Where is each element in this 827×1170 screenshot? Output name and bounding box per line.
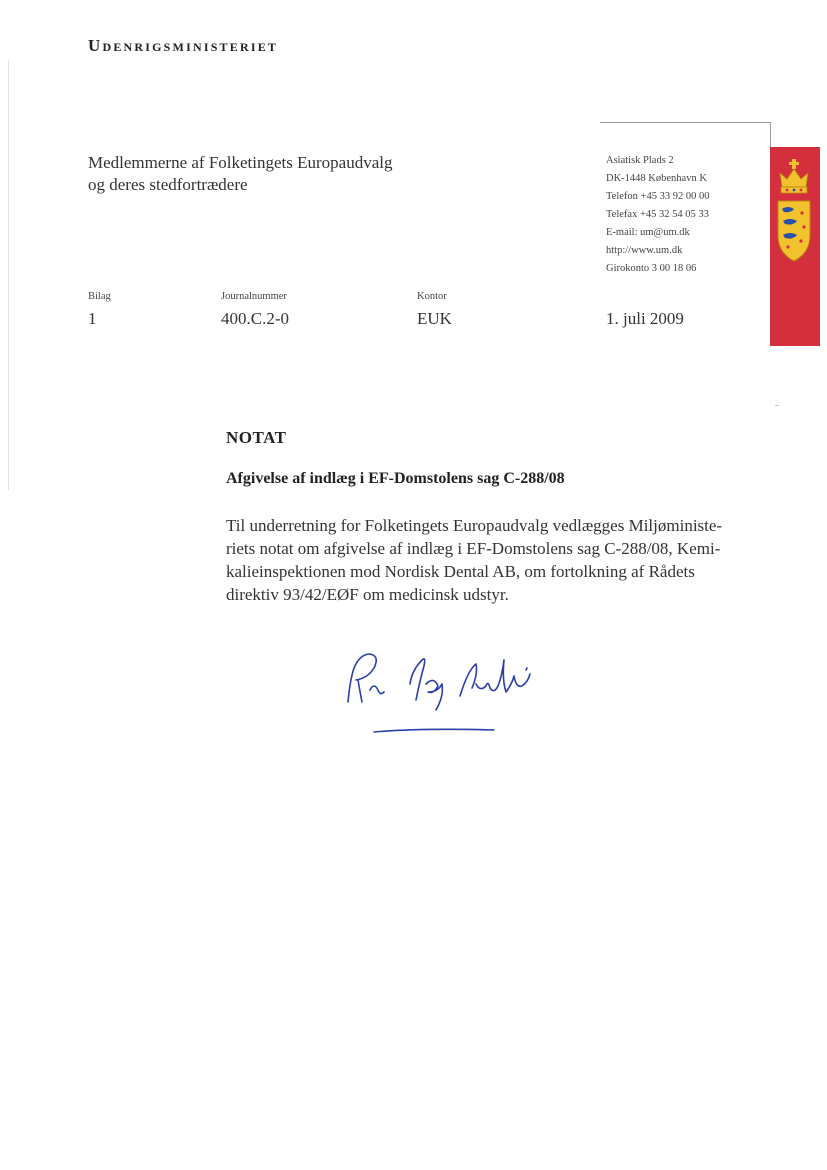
address-fax: Telefax +45 32 54 05 33 [606, 209, 709, 220]
recipient-block [88, 152, 393, 196]
kontor-label: Kontor [417, 291, 447, 302]
document-subject: Afgivelse af indlæg i EF-Domstolens sag C-288/08 [226, 470, 565, 487]
address-block [606, 152, 709, 278]
address-street: Asiatisk Plads 2 [606, 155, 674, 166]
shield-icon [778, 201, 810, 261]
journal-label: Journalnummer [221, 291, 287, 302]
body-line: Til underretning for Folketingets Europaudvalg vedlægges Miljøministe- [226, 516, 723, 535]
address-web: http://www.um.dk [606, 245, 683, 256]
address-email: E-mail: um@um.dk [606, 227, 690, 238]
royal-crest-icon [770, 147, 820, 346]
body-line: direktiv 93/42/EØF om medicinsk udstyr. [226, 585, 509, 604]
address-city: DK-1448 København K [606, 173, 707, 184]
address-divider [600, 122, 770, 123]
address-giro: Girokonto 3 00 18 06 [606, 263, 697, 274]
recipient-line-1: Medlemmerne af Folketingets Europaudvalg [88, 153, 393, 172]
document-body [226, 514, 726, 606]
body-line: riets notat om afgivelse af indlæg i EF-Domstolens sag C-288/08, Kemi- [226, 539, 721, 558]
document-date: 1. juli 2009 [606, 309, 684, 328]
bilag-value: 1 [88, 309, 97, 328]
ministry-name: Udenrigsministeriet [88, 36, 279, 55]
address-phone: Telefon +45 33 92 00 00 [606, 191, 710, 202]
handwritten-signature [330, 640, 550, 740]
address-divider-vertical [770, 122, 771, 148]
page-margin-line [8, 60, 9, 490]
bilag-label: Bilag [88, 291, 111, 302]
journal-value: 400.C.2-0 [221, 309, 289, 328]
crest-band [770, 147, 820, 346]
document-heading: NOTAT [226, 428, 287, 447]
crown-icon [780, 159, 808, 193]
recipient-line-2: og deres stedfortrædere [88, 175, 248, 194]
body-line: kalieinspektionen mod Nordisk Dental AB, om fortolkning af Rådets [226, 562, 695, 581]
kontor-value: EUK [417, 309, 452, 328]
margin-tick [775, 405, 779, 406]
